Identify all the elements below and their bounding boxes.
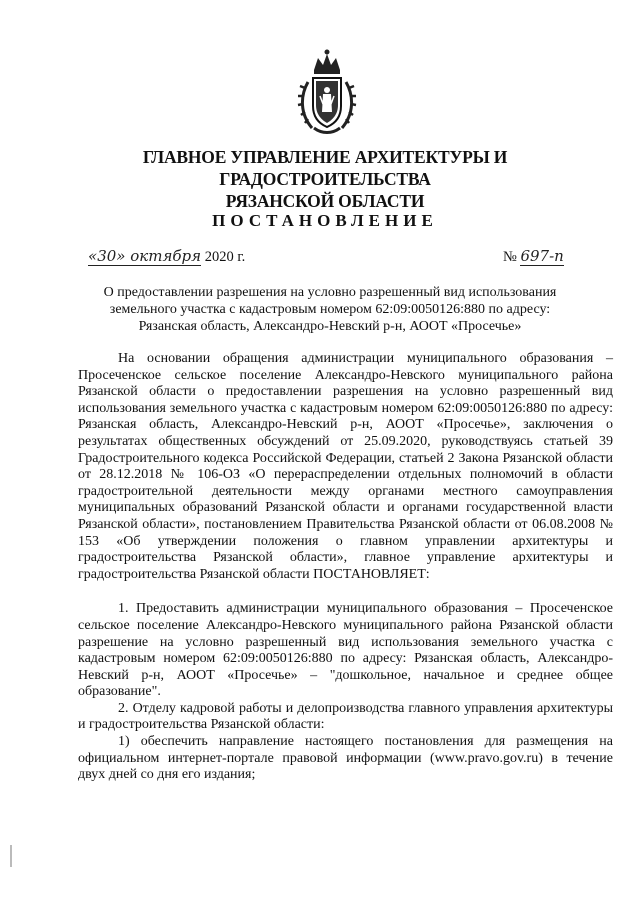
- date-day: 30: [97, 247, 117, 265]
- date-quote-open: «: [88, 247, 98, 265]
- document-date: [88, 247, 245, 266]
- document-type-title: ПОСТАНОВЛЕНИЕ: [212, 211, 438, 230]
- date-year: 2020 г.: [204, 249, 246, 265]
- date-month: октября: [130, 247, 202, 265]
- preamble-paragraph: На основании обращения администрации муниципального образования – Просеченское сельское поселение Александро-Невского муниципального района Рязанской области о предоставлении разрешения на условно разрешенный вид использования земельного участка с кадастровым номером 62:09:0050126:880 по адресу: Рязанская область, Александро-Невский р-н, АООТ «Просечье», заключения о результатах общественных обсуждений от 25.09.2020, руководствуясь статьей 39 Градостроительного кодекса Российской Федерации, статьей 2 Закона Рязанской области от 28.12.2018 № 106-ОЗ «О перераспределении отдельных полномочий в области градостроительной деятельности между органами местного самоуправления муниципальных образований Рязанской области и органами государственной власти Рязанской области», постановлением Правительства Рязанской области от 06.08.2008 № 153 «Об утверждении положения о главном управлении архитектуры и градостроительства Рязанской области», главное управление архитектуры и градостроительства Рязанской области ПОСТАНОВЛЯЕТ:: [78, 351, 613, 582]
- document-number: [503, 247, 564, 266]
- organization-name-line1: ГЛАВНОЕ УПРАВЛЕНИЕ АРХИТЕКТУРЫ И ГРАДОСТРОИТЕЛЬСТВА: [142, 147, 508, 189]
- organization-name: [60, 146, 590, 212]
- number-prefix: №: [503, 249, 517, 265]
- subject-line2: земельного участка с кадастровым номером 62:09:0050126:880 по адресу:: [109, 302, 551, 317]
- item-1-paragraph: 1. Предоставить администрации муниципального образования – Просеченское сельское поселение Александро-Невского муниципального района Рязанской области разрешение на условно разрешенный вид использования земельного участка с кадастровым номером 62:09:0050126:880 по адресу: Рязанская область, Александро-Невский р-н, АООТ «Просечье» – "дошкольное, начальное и среднее общее образование".: [78, 601, 613, 700]
- document-body: [78, 351, 613, 784]
- date-quote-close: »: [116, 247, 126, 265]
- scan-margin-mark: [10, 845, 12, 867]
- subject-line3: Рязанская область, Александро-Невский р-н, АООТ «Просечье»: [138, 319, 522, 334]
- coat-of-arms-icon: [296, 48, 358, 138]
- date-handwritten: [88, 247, 201, 266]
- subject-line1: О предоставлении разрешения на условно разрешенный вид использования: [103, 285, 557, 300]
- organization-name-line2: РЯЗАНСКОЙ ОБЛАСТИ: [225, 191, 425, 211]
- document-subject: [80, 284, 580, 335]
- item-2-paragraph: 2. Отделу кадровой работы и делопроизводства главного управления архитектуры и градостроительства Рязанской области:: [78, 700, 613, 733]
- item-2-1-paragraph: 1) обеспечить направление настоящего постановления для размещения на официальном интернет-портале правовой информации (www.pravo.gov.ru) в течение двух дней со дня его издания;: [78, 734, 613, 783]
- number-handwritten: 697-п: [520, 247, 564, 265]
